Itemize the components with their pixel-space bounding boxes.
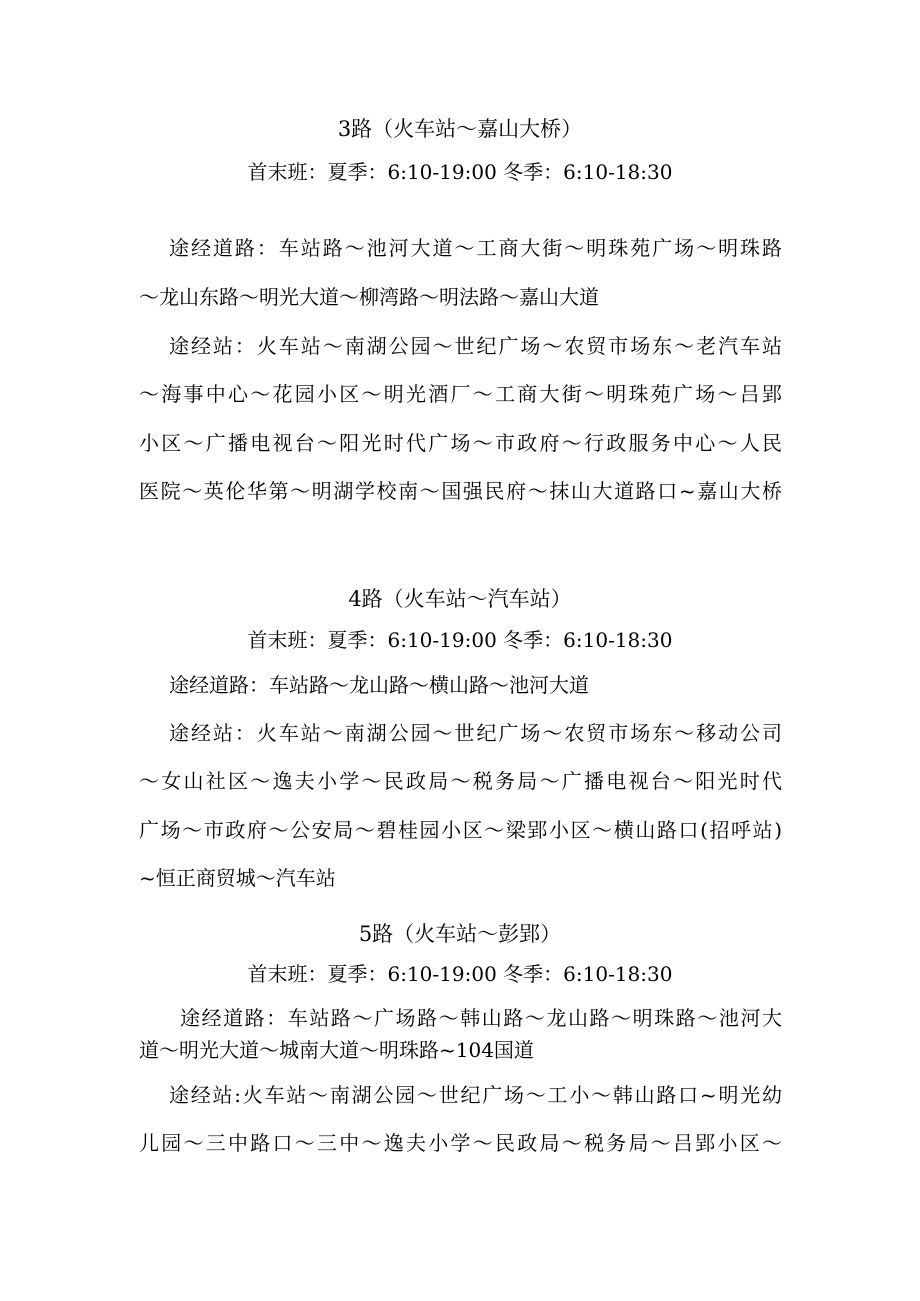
route-3-stops-line-4: 医院～英伦华第～明湖学校南～国强民府～抹山大道路口~嘉山大桥 — [139, 479, 782, 503]
route-5-roads-line-2: 道～明光大道～城南大道～明珠路~104国道 — [139, 1038, 534, 1062]
route-3-stops-line-2: ～海事中心～花园小区～明光酒厂～工商大街～明珠苑广场～吕郢 — [139, 382, 782, 406]
route-3-title: 3路（火车站～嘉山大桥） — [337, 117, 583, 141]
route-4-roads-line-1: 途经道路：车站路～龙山路～横山路～池河大道 — [169, 673, 589, 697]
route-4-schedule: 首末班：夏季：6:10-19:00 冬季：6:10-18:30 — [247, 628, 673, 652]
route-3-roads-line-2: ～龙山东路～明光大道～柳湾路～明法路～嘉山大道 — [139, 285, 599, 309]
route-4-stops-line-3: 广场～市政府～公安局～碧桂园小区～梁郢小区～横山路口(招呼站) — [139, 818, 782, 842]
route-4-title: 4路（火车站～汽车站） — [348, 587, 572, 611]
route-4-stops-line-1: 途经站：火车站～南湖公园～世纪广场～农贸市场东～移动公司 — [169, 721, 782, 745]
route-3-stops-line-1: 途经站：火车站～南湖公园～世纪广场～农贸市场东～老汽车站 — [169, 334, 782, 358]
route-3-stops-line-3: 小区～广播电视台～阳光时代广场～市政府～行政服务中心～人民 — [139, 431, 782, 455]
route-5-stops-line-2: 儿园～三中路口～三中～逸夫小学～民政局～税务局～吕郢小区～ — [139, 1131, 782, 1155]
route-5-roads-line-1: 途经道路：车站路～广场路～韩山路～龙山路～明珠路～池河大 — [180, 1006, 782, 1030]
route-5-stops-line-1: 途经站:火车站～南湖公园～世纪广场～工小～韩山路口~明光幼 — [169, 1083, 782, 1107]
route-3-roads-line-1: 途经道路：车站路～池河大道～工商大街～明珠苑广场～明珠路 — [169, 236, 782, 260]
route-3-schedule: 首末班：夏季：6:10-19:00 冬季：6:10-18:30 — [247, 160, 673, 184]
route-4-stops-line-2: ～女山社区～逸夫小学～民政局～税务局～广播电视台～阳光时代 — [139, 769, 782, 793]
route-5-schedule: 首末班：夏季：6:10-19:00 冬季：6:10-18:30 — [247, 962, 673, 986]
route-4-stops-line-4: ~恒正商贸城～汽车站 — [139, 866, 336, 890]
route-5-title: 5路（火车站～彭郢） — [358, 922, 562, 946]
